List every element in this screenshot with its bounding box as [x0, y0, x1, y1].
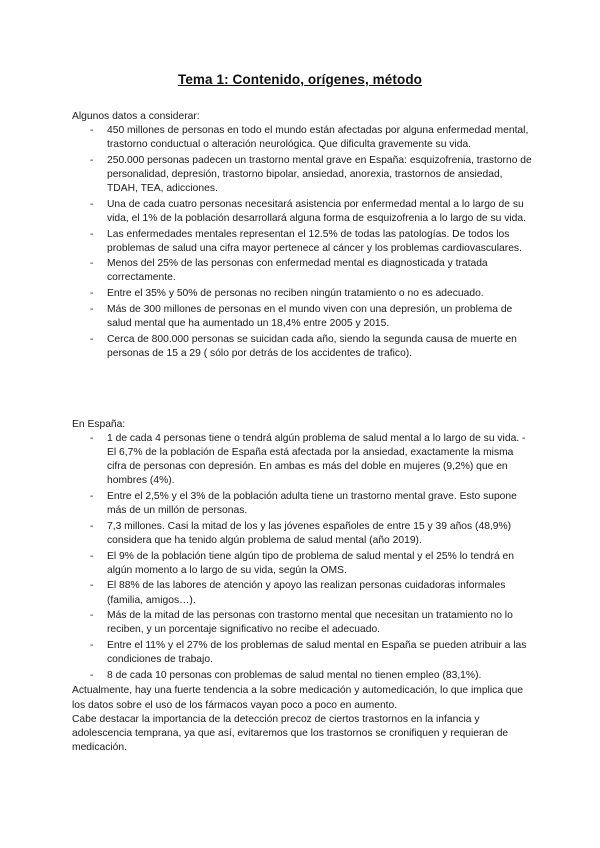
list-item [72, 550, 532, 578]
list-item-text: Más de 300 millones de personas en el mundo viven con una depresión, un problema de salud mental que ha aumentado un 18,4% entre 2005 y 2015. [107, 303, 513, 329]
bullet-dash: - [90, 491, 94, 503]
bullet-dash: - [90, 639, 94, 651]
bullet-dash: - [90, 669, 94, 681]
list-item-text: 8 de cada 10 personas con problemas de salud mental no tienen empleo (83,1%). [107, 669, 482, 681]
page-title: Tema 1: Contenido, orígenes, método [177, 72, 423, 87]
list-item [72, 124, 532, 152]
list-item [72, 639, 532, 667]
closing-paragraph: Cabe destacar la importancia de la detección precoz de ciertos trastornos en la infancia y adolescencia temprana, ya que así, evitaremos que los trastornos se cronifiquen y requieran de medicación. [72, 713, 509, 753]
list-item-text: Más de la mitad de las personas con trastorno mental que necesitan un tratamiento no lo reciben, y un porcentaje significativo no recibe el adecuado. [107, 610, 513, 636]
list-item [72, 198, 532, 226]
list-item [72, 228, 532, 256]
list-item-text: Las enfermedades mentales representan el 12.5% de todas las patologías. De todos los problemas de salud una cifra mayor pertenece al cáncer y los problemas cardiovasculares. [107, 228, 522, 254]
list-item-text: Menos del 25% de las personas con enfermedad mental es diagnosticada y tratada correctamente. [107, 258, 488, 284]
bullet-dash: - [90, 198, 94, 210]
list-item [72, 669, 532, 683]
bullet-dash: - [90, 520, 94, 532]
bullet-dash: - [90, 258, 94, 270]
list-item [72, 520, 532, 548]
list-item-text: 7,3 millones. Casi la mitad de los y las jóvenes españoles de entre 15 y 39 años (48,9%) considera que ha tenido algún problema de salud mental (año 2019). [107, 520, 512, 546]
closing-paragraph: Actualmente, hay una fuerte tendencia a la sobre medicación y automedicación, lo que implica que los datos sobre el uso de los fármacos vayan poco a poco en aumento. [72, 685, 524, 711]
list-item [72, 609, 532, 637]
bullet-list [72, 124, 532, 361]
bullet-dash: - [90, 288, 94, 300]
bullet-dash: - [90, 154, 94, 166]
list-item-text: El 9% de la población tiene algún tipo de problema de salud mental y el 25% lo tendrá en algún momento a lo largo de su vida, según la OMS. [107, 550, 514, 576]
list-item-text: El 88% de las labores de atención y apoyo las realizan personas cuidadoras informales (familia, amigos…). [107, 580, 506, 606]
bullet-list [72, 432, 532, 683]
list-item-text: 250.000 personas padecen un trastorno mental grave en España: esquizofrenia, trastorno de personalidad, depresión, trastorno bipolar, ansiedad, anorexia, trastornos de ansiedad, TDAH, TEA, adicciones. [107, 154, 532, 195]
list-item [72, 432, 532, 488]
bullet-dash: - [90, 580, 94, 592]
list-item [72, 333, 532, 361]
bullet-dash: - [90, 433, 94, 445]
list-item [72, 287, 532, 301]
list-item-text: Entre el 2,5% y el 3% de la población adulta tiene un trastorno mental grave. Esto supone más de un millón de personas. [107, 491, 517, 517]
list-item-text: 1 de cada 4 personas tiene o tendrá algún problema de salud mental a lo largo de su vida. - El 6,7% de la población de España está afectada por la ansiedad, exactamente la misma cifra de personas con depresión. En ambas es más del doble en mujeres (9,2%) que en hombres (4%). [107, 433, 526, 487]
section-spain-data [72, 418, 532, 755]
section-global-data [72, 110, 532, 362]
list-item [72, 154, 532, 196]
list-item [72, 579, 532, 607]
list-item [72, 303, 532, 331]
section-heading: Algunos datos a considerar: [72, 111, 200, 122]
list-item [72, 257, 532, 285]
bullet-dash: - [90, 228, 94, 240]
bullet-dash: - [90, 550, 94, 562]
bullet-dash: - [90, 125, 94, 137]
list-item-text: Entre el 35% y 50% de personas no reciben ningún tratamiento o no es adecuado. [107, 288, 484, 300]
list-item-text: 450 millones de personas en todo el mundo están afectadas por alguna enfermedad mental, trastorno conductual o alteración neurológica. Que dificulta gravemente su vida. [107, 125, 529, 151]
list-item-text: Una de cada cuatro personas necesitará asistencia por enfermedad mental a lo largo de su vida, el 1% de la población desarrollará alguna forma de esquizofrenia a lo largo de su vida. [107, 198, 526, 224]
bullet-dash: - [90, 303, 94, 315]
list-item-text: Entre el 11% y el 27% de los problemas de salud mental en España se pueden atribuir a las condiciones de trabajo. [107, 639, 527, 666]
bullet-dash: - [90, 333, 94, 345]
section-heading: En España: [72, 419, 126, 430]
bullet-dash: - [90, 610, 94, 622]
list-item [72, 490, 532, 518]
list-item-text: Cerca de 800.000 personas se suicidan cada año, siendo la segunda causa de muerte en personas de 15 a 29 ( sólo por detrás de los accidentes de trafico). [107, 333, 517, 359]
